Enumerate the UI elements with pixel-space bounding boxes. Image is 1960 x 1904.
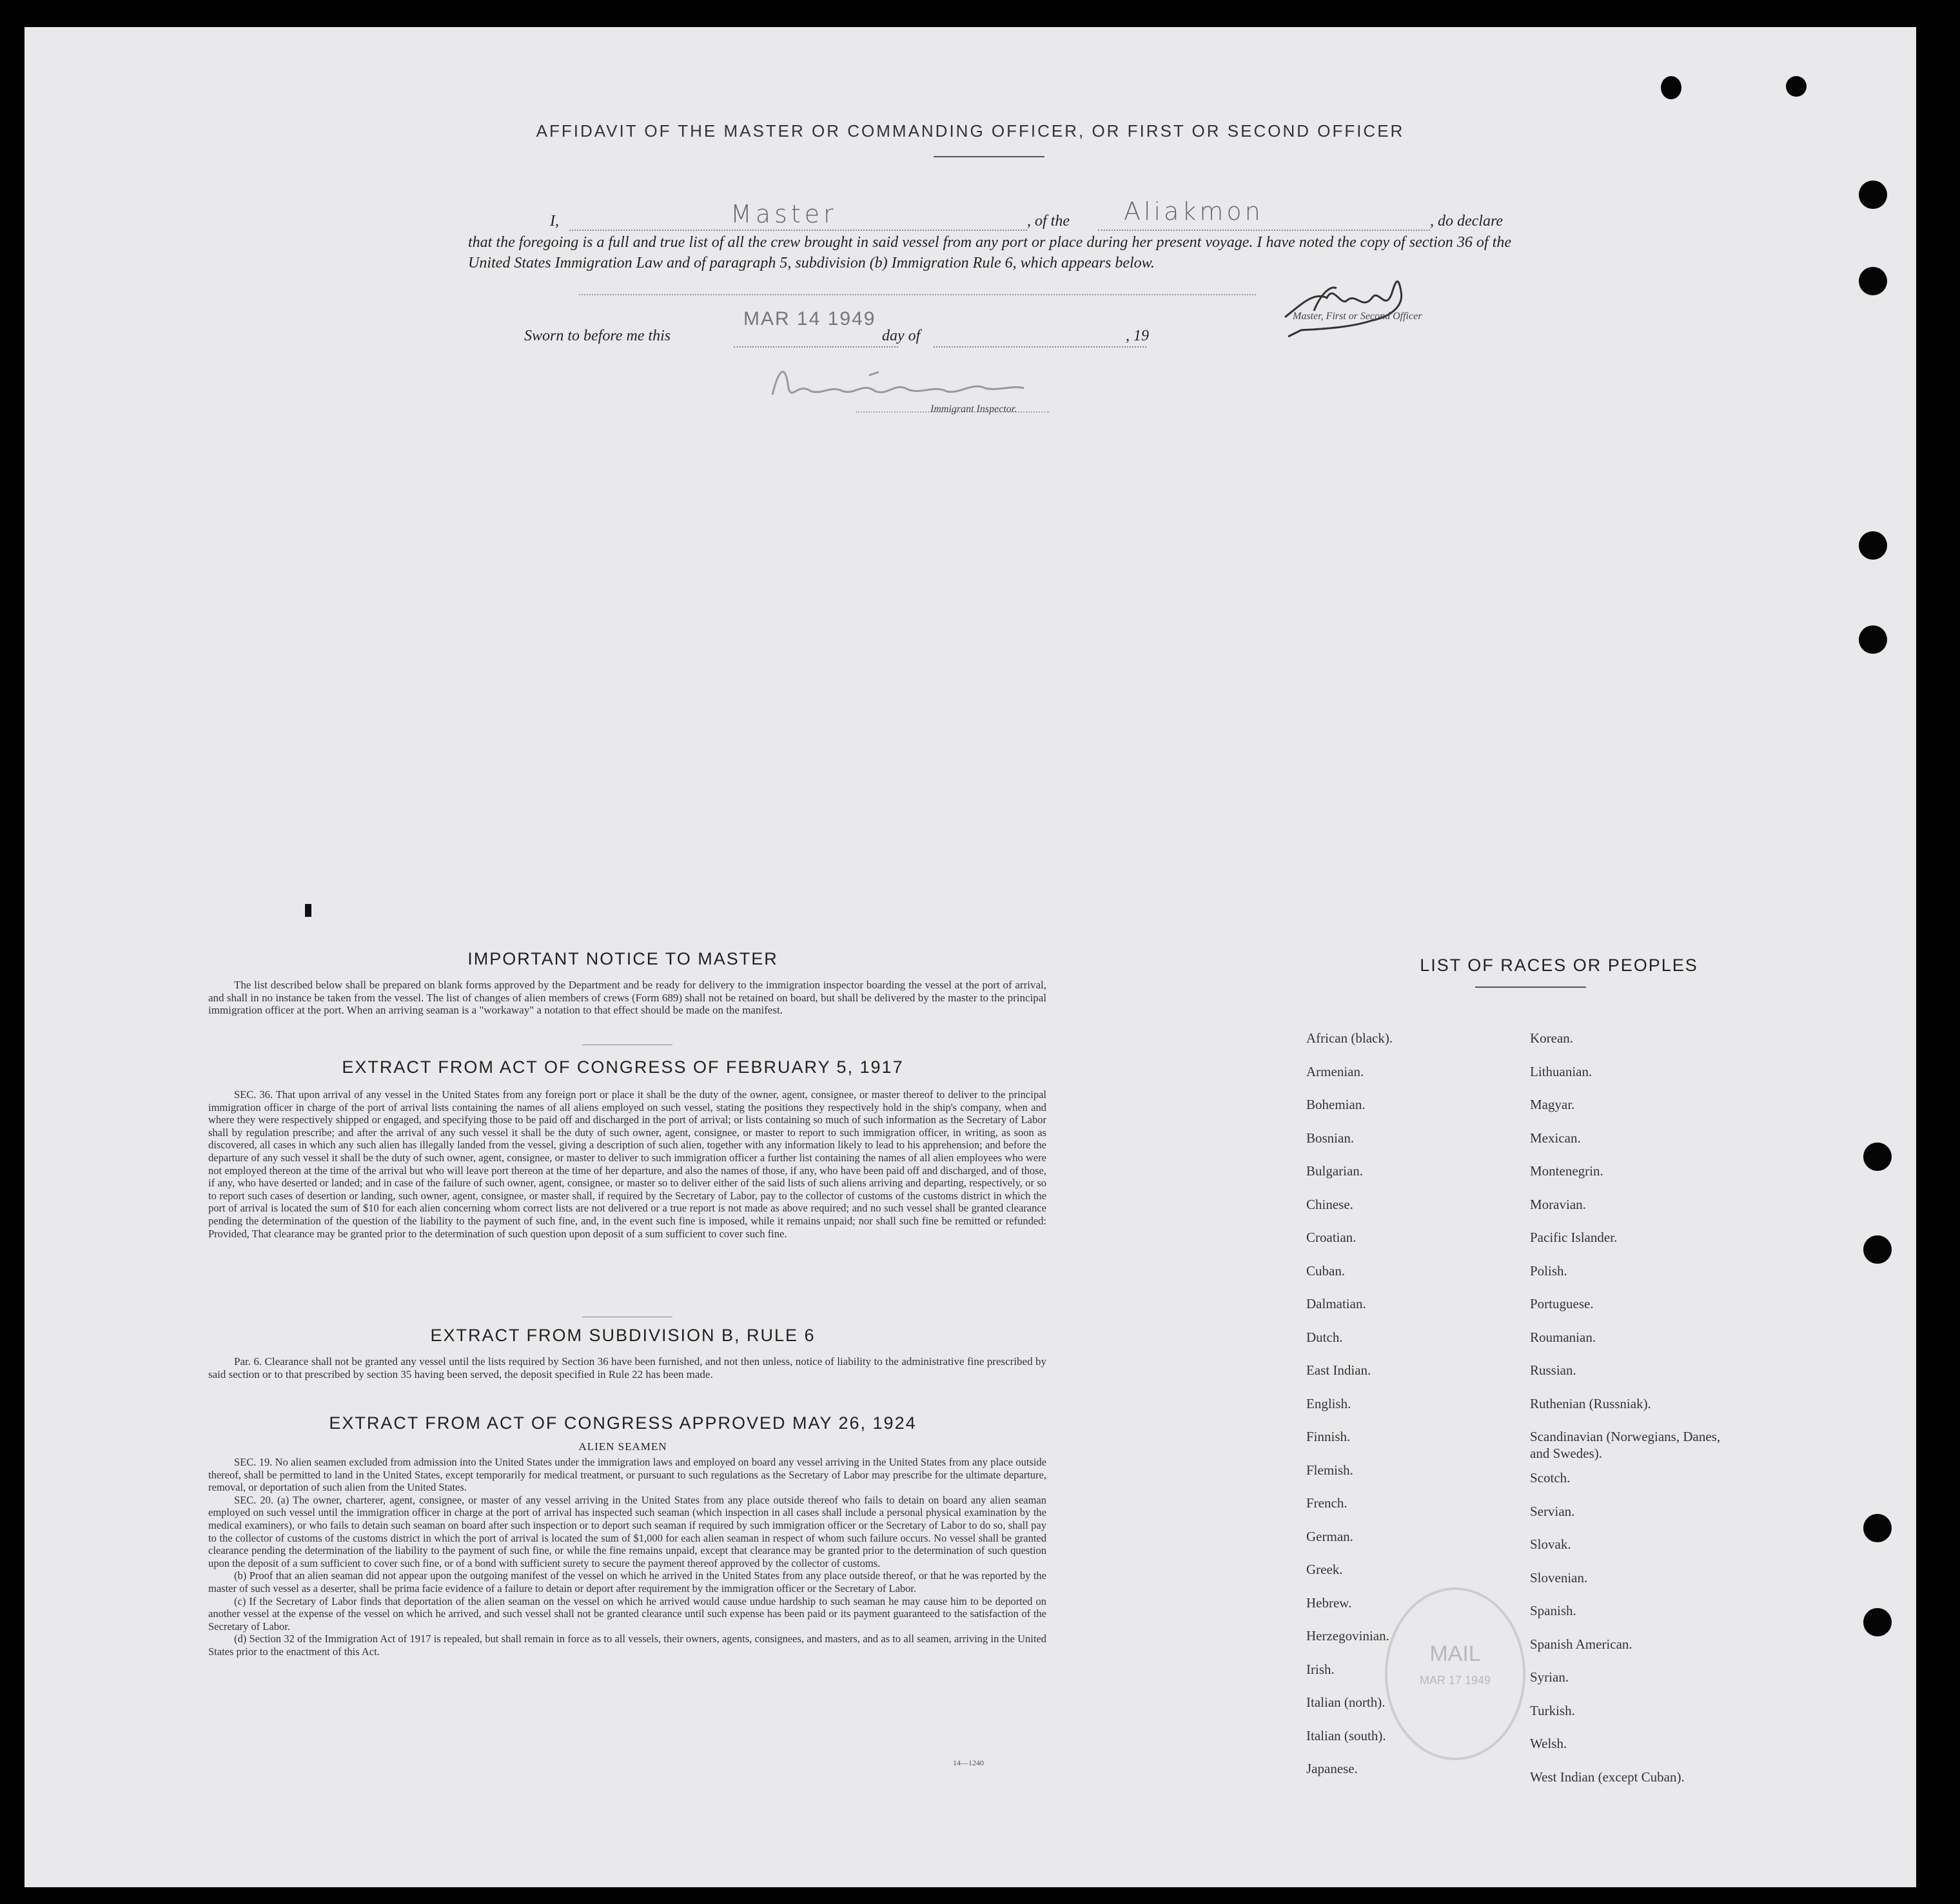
race-left-1: Armenian. [1306, 1063, 1364, 1079]
binder-hole-8 [1863, 1235, 1892, 1264]
race-left-12: Finnish. [1306, 1429, 1351, 1444]
race-left-13: Flemish. [1306, 1462, 1353, 1478]
stamp-mail-text: MAIL [1429, 1642, 1481, 1666]
race-left-17: Hebrew. [1306, 1595, 1352, 1611]
extract-1924-title: EXTRACT FROM ACT OF CONGRESS APPROVED MAY 26, 1924 [329, 1413, 917, 1433]
stray-mark [305, 904, 311, 917]
binder-hole-9 [1863, 1514, 1892, 1542]
sec20b-text: (b) Proof that an alien seaman did not appear upon the outgoing manifest of the vessel on which he arrived in the United States from any place outside thereof, or that he was reported by the master of such vessel as a deserter, shall be prima facie evidence of a failure to detain or deport after requirement by the immigration officer or the Secretary of Labor. [208, 1569, 1046, 1595]
binder-hole-2 [1786, 76, 1807, 97]
form-number: 14—1240 [953, 1758, 984, 1767]
race-right-19: Syrian. [1530, 1669, 1569, 1685]
race-left-4: Bulgarian. [1306, 1163, 1364, 1179]
binder-hole-10 [1863, 1608, 1892, 1636]
declare-text: , do declare [1430, 213, 1504, 230]
race-right-2: Magyar. [1530, 1097, 1575, 1112]
race-right-10: Russian. [1530, 1362, 1576, 1378]
binder-hole-5 [1859, 531, 1887, 560]
race-right-8: Portuguese. [1530, 1296, 1594, 1311]
race-left-8: Dalmatian. [1306, 1296, 1366, 1311]
sworn-day-blank [734, 346, 898, 348]
binder-hole-7 [1863, 1143, 1892, 1171]
race-left-2: Bohemian. [1306, 1097, 1366, 1112]
signature-dotted-line [579, 294, 1256, 295]
race-right-3: Mexican. [1530, 1130, 1581, 1146]
race-left-14: French. [1306, 1495, 1348, 1511]
race-right-11: Ruthenian (Russniak). [1530, 1395, 1651, 1411]
race-left-6: Croatian. [1306, 1230, 1357, 1245]
race-left-9: Dutch. [1306, 1329, 1343, 1345]
sworn-date-stamp: MAR 14 1949 [743, 308, 876, 329]
binder-hole-3 [1859, 181, 1887, 209]
binder-hole-6 [1859, 625, 1887, 654]
vessel-name-handwritten: Aliakmon [1124, 197, 1264, 226]
race-left-22: Japanese. [1306, 1761, 1358, 1776]
notice-title: IMPORTANT NOTICE TO MASTER [467, 949, 778, 968]
of-the-text: , of the [1027, 213, 1070, 230]
race-left-21: Italian (south). [1306, 1727, 1386, 1743]
vessel-blank-line [1098, 230, 1430, 231]
extract-1917-title: EXTRACT FROM ACT OF CONGRESS OF FEBRUARY 5, 1917 [342, 1057, 904, 1077]
race-right-6: Pacific Islander. [1530, 1230, 1618, 1245]
extract-1924-text [208, 1456, 1046, 1658]
affidavit-title: AFFIDAVIT OF THE MASTER OR COMMANDING OFFICER, OR FIRST OR SECOND OFFICER [536, 121, 1405, 141]
name-blank-line [569, 230, 1027, 231]
race-right-18: Spanish American. [1530, 1636, 1632, 1652]
race-right-17: Spanish. [1530, 1603, 1576, 1618]
sworn-month-blank [934, 346, 1146, 348]
master-name-handwritten: Master [730, 200, 838, 228]
stamp-date-text: MAR 17 1949 [1419, 1674, 1491, 1687]
document-page [24, 27, 1916, 1887]
race-right-12: Scandinavian (Norwegians, Danes, and Swedes). [1530, 1429, 1721, 1461]
race-right-22: West Indian (except Cuban). [1530, 1769, 1685, 1785]
signature-label: Master, First or Second Officer [1293, 311, 1422, 322]
race-right-4: Montenegrin. [1530, 1163, 1603, 1179]
sec20d-text: (d) Section 32 of the Immigration Act of 1917 is repealed, but shall remain in force as to all vessels, their owners, agents, consignees, and masters, and as to all seamen, arriving in the United States prior to the enactment of this Act. [208, 1633, 1046, 1658]
race-right-9: Roumanian. [1530, 1329, 1596, 1345]
race-left-10: East Indian. [1306, 1362, 1371, 1378]
race-right-15: Slovak. [1530, 1536, 1571, 1552]
race-right-7: Polish. [1530, 1262, 1567, 1279]
binder-hole-1 [1661, 76, 1681, 99]
race-left-3: Bosnian. [1306, 1130, 1355, 1146]
binder-hole-4 [1859, 267, 1887, 295]
race-left-0: African (black). [1306, 1030, 1393, 1046]
race-right-16: Slovenian. [1530, 1569, 1588, 1585]
inspector-label: Immigrant Inspector. [930, 404, 1017, 415]
sworn-year: , 19 [1126, 328, 1149, 344]
race-left-16: Greek. [1306, 1562, 1343, 1577]
race-left-15: German. [1306, 1528, 1353, 1544]
extract-1917-text: SEC. 36. That upon arrival of any vessel in the United States from any foreign port or place it shall be the duty of the owner, agent, consignee, or master thereof to deliver to the principal immigration officer in charge of the port of arrival lists containing the names of all aliens employed on such vessel, stating the positions they respectively hold in the ship's company, when and where they were respectively shipped or engaged, and specifying those to be paid off and discharged in the port of arrival; or lists containing so much of such information as the Secretary of Labor shall by regulation prescribe; and after the arrival of any such vessel it shall be the duty of such owner, agent, consignee, or master to report to such immigration officer, in writing, as soon as discovered, all cases in which any such alien has illegally landed from the vessel, giving a description of such alien, together with any information likely to lead to his apprehension; and before the departure of any such vessel it shall be the duty of such owner, agent, consignee, or master to deliver to such immigration officer a further list containing the names of all alien employees who were not employed thereon at the time of the arrival but who will leave port thereon at the time of her departure, and also the names of those, if any, who have been paid off and discharged, and of those, if any, who have deserted or landed; and in case of the failure of such owner, agent, consignee, or master so to deliver either of the said lists of such aliens arriving and departing, respectively, or so to report such cases of desertion or landing, such owner, agent, consignee, or master shall, if required by the Secretary of Labor, pay to the collector of customs of the customs district in which the port of arrival is located the sum of $10 for each alien concerning whom correct lists are not delivered or a true report is not made as above required; and no such vessel shall be granted clearance pending the determination of the question of the liability to the payment of such fine, and, in the event such fine is imposed, while it remains unpaid; nor shall such fine be remitted or refunded: Provided, That clearance may be granted prior to the determination of such question upon deposit of a sum sufficient to cover such fine. [208, 1088, 1046, 1240]
race-right-5: Moravian. [1530, 1196, 1586, 1212]
alien-seamen-subtitle: ALIEN SEAMEN [578, 1440, 667, 1453]
race-right-20: Turkish. [1530, 1702, 1575, 1718]
race-right-0: Korean. [1530, 1030, 1574, 1046]
sworn-prefix: Sworn to before me this [524, 328, 671, 344]
sworn-day-of: day of [882, 328, 921, 344]
races-rule [1475, 986, 1586, 988]
rule6-text: Par. 6. Clearance shall not be granted any vessel until the lists required by Section 36 have been furnished, and not then unless, notice of liability to the administrative fine prescribed by said section or to that prescribed by section 35 having been served, the deposit specified in Rule 22 has been made. [208, 1355, 1046, 1380]
affidavit-body: that the foregoing is a full and true list of all the crew brought in said vessel from any port or place during her present voyage. I have noted the copy of section 36 of the United States Immigration Law and of paragraph 5, subdivision (b) Immigration Rule 6, which appears below. [468, 234, 1511, 271]
race-right-14: Servian. [1530, 1503, 1575, 1519]
sec20a-text: SEC. 20. (a) The owner, charterer, agent, consignee, or master of any vessel arriving in the United States from any place outside thereof who fails to detain on board any alien seaman employed on such vessel until the immigration officer in charge at the port of arrival has inspected such seaman (which inspection in all cases shall include a personal physical examination by the medical examiners), or who fails to detain such seaman on board after such inspection or to deport such seaman if required by such immigration officer or the Secretary of Labor to do so, shall pay to the collector of customs of the customs district in which the port of arrival is located the sum of $1,000 for each alien seaman in respect of whom such failure occurs. No vessel shall be granted clearance pending the determination of the liability to the payment of such fine, or while the fine remains unpaid, except that clearance may be granted prior to the determination of such question upon the deposit of a sum sufficient to cover such fine, or of a bond with sufficient surety to secure the payment thereof approved by the collector of customs. [208, 1493, 1046, 1569]
race-left-19: Irish. [1306, 1661, 1335, 1677]
officer-signature [1275, 266, 1424, 343]
race-left-11: English. [1306, 1395, 1351, 1411]
sec19-text: SEC. 19. No alien seamen excluded from admission into the United States under the immigration laws and employed on board any vessel arriving in the United States from any place outside thereof, shall be permitted to land in the United States, except temporarily for medical treatment, or pursuant to such regulations as the Secretary of Labor may prescribe for the ultimate departure, removal, or deportation of such alien from the United States. [208, 1456, 1046, 1494]
race-right-13: Scotch. [1530, 1470, 1571, 1486]
races-title: LIST OF RACES OR PEOPLES [1420, 956, 1698, 975]
race-right-21: Welsh. [1530, 1736, 1567, 1751]
race-left-5: Chinese. [1306, 1196, 1353, 1212]
race-left-18: Herzegovinian. [1306, 1628, 1389, 1644]
race-left-7: Cuban. [1306, 1262, 1346, 1279]
sec20c-text: (c) If the Secretary of Labor finds that deportation of the alien seaman on the vessel on which he arrived would cause undue hardship to such seaman he may cause him to be deported on another vessel at the expense of the vessel on which he arrived, and such vessel shall not be granted clearance until such expense has been paid or its payment guaranteed to the satisfaction of the Secretary of Labor. [208, 1595, 1046, 1633]
mail-stamp [1385, 1587, 1525, 1760]
line1-prefix: I, [550, 213, 559, 230]
race-left-20: Italian (north). [1306, 1694, 1386, 1710]
race-right-1: Lithuanian. [1530, 1063, 1592, 1079]
title-rule [934, 156, 1044, 157]
affidavit-line1 [524, 197, 1536, 230]
rule6-title: EXTRACT FROM SUBDIVISION B, RULE 6 [430, 1326, 816, 1345]
notice-text: The list described below shall be prepared on blank forms approved by the Department and be ready for delivery to the immigration inspector boarding the vessel at the port of arrival, and shall in no instance be taken from the vessel. The list of changes of alien members of crews (Form 689) shall not be retained on board, but shall be delivered by the master to the principal immigration officer at the port. When an arriving seaman is a "workaway" a notation to that effect should be made on the manifest. [208, 979, 1046, 1017]
